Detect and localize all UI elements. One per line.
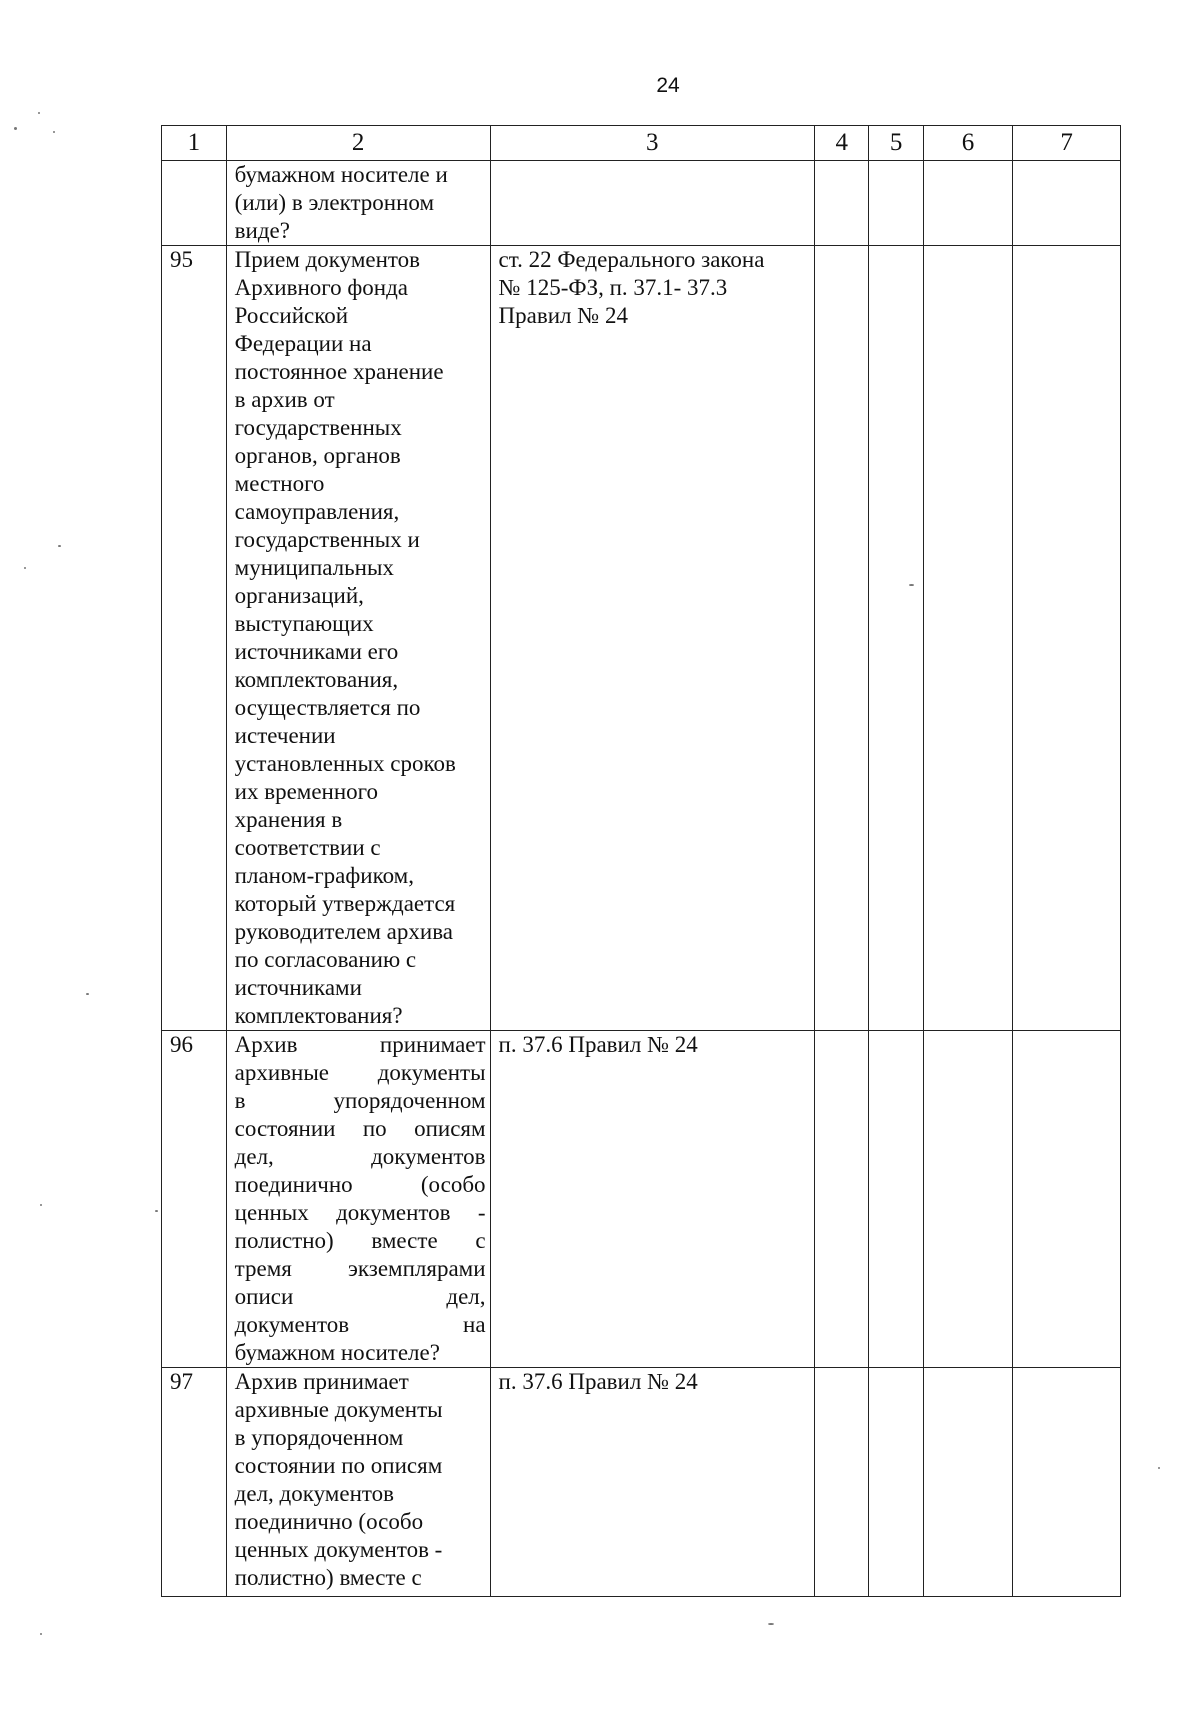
table-row xyxy=(162,1368,1121,1597)
row-legal-basis: п. 37.6 Правил № 24 xyxy=(490,1031,814,1368)
scan-speck xyxy=(40,1633,42,1635)
scan-speck xyxy=(40,1204,42,1206)
answer-cell-yes xyxy=(815,161,869,246)
answer-cell-na xyxy=(923,246,1012,1031)
answer-cell-no xyxy=(869,1368,923,1597)
question-line: бумажном носителе? xyxy=(234,1340,440,1365)
scan-speck xyxy=(155,1210,158,1212)
table-row xyxy=(162,246,1121,1031)
column-header-5: 5 xyxy=(869,126,923,161)
question-line: дел, документов xyxy=(234,1144,486,1169)
question-line: поединично (особо xyxy=(234,1172,486,1197)
column-header-6: 6 xyxy=(923,126,1012,161)
row-legal-basis: п. 37.6 Правил № 24 xyxy=(490,1368,814,1597)
scan-speck xyxy=(38,112,40,114)
question-line: документов на xyxy=(234,1312,486,1337)
question-line: полистно) вместе с xyxy=(234,1228,486,1253)
scan-speck xyxy=(58,545,61,547)
row-number: 95 xyxy=(162,246,227,1031)
question-line: архивные документы xyxy=(234,1060,486,1085)
notes-cell xyxy=(1013,161,1121,246)
notes-cell xyxy=(1013,1031,1121,1368)
scan-speck xyxy=(1158,1467,1160,1469)
row-number: 96 xyxy=(162,1031,227,1368)
answer-cell-no xyxy=(869,161,923,246)
row-question: бумажном носителе и (или) в электронном виде? xyxy=(226,161,490,246)
row-number: 97 xyxy=(162,1368,227,1597)
row-legal-basis: ст. 22 Федерального закона № 125-ФЗ, п. 37.1- 37.3 Правил № 24 xyxy=(490,246,814,1031)
answer-cell-yes xyxy=(815,246,869,1031)
column-header-3: 3 xyxy=(490,126,814,161)
table-header-row xyxy=(162,126,1121,161)
question-line: состоянии по описям xyxy=(234,1116,486,1141)
answer-cell-na xyxy=(923,1368,1012,1597)
column-header-4: 4 xyxy=(815,126,869,161)
answer-cell-no xyxy=(869,1031,923,1368)
answer-cell-no xyxy=(869,246,923,1031)
scan-speck xyxy=(24,567,26,569)
notes-cell xyxy=(1013,246,1121,1031)
scan-speck xyxy=(909,584,914,586)
scan-speck xyxy=(53,131,55,133)
notes-cell xyxy=(1013,1368,1121,1597)
row-question xyxy=(226,1031,490,1368)
answer-cell-na xyxy=(923,1031,1012,1368)
answer-cell-na xyxy=(923,161,1012,246)
table-row xyxy=(162,1031,1121,1368)
question-line: тремя экземплярами xyxy=(234,1256,486,1281)
page-number: 24 xyxy=(656,74,680,97)
question-line: в упорядоченном xyxy=(234,1088,486,1113)
question-line: Архив принимает xyxy=(234,1032,486,1057)
row-legal-basis xyxy=(490,161,814,246)
column-header-7: 7 xyxy=(1013,126,1121,161)
column-header-2: 2 xyxy=(226,126,490,161)
scan-speck xyxy=(768,1623,774,1625)
answer-cell-yes xyxy=(815,1031,869,1368)
row-question: Архив принимает архивные документы в упорядоченном состоянии по описям дел, документов поединично (особо ценных документов - полистно) вместе с xyxy=(226,1368,490,1597)
row-number xyxy=(162,161,227,246)
scan-speck xyxy=(86,993,89,995)
scan-speck xyxy=(14,127,17,130)
answer-cell-yes xyxy=(815,1368,869,1597)
question-line: описи дел, xyxy=(234,1284,486,1309)
inspection-table xyxy=(161,125,1121,1597)
table-row xyxy=(162,161,1121,246)
column-header-1: 1 xyxy=(162,126,227,161)
question-line: ценных документов - xyxy=(234,1200,486,1225)
row-question: Прием документов Архивного фонда Российской Федерации на постоянное хранение в архив от государственных органов, органов местного самоуправления, государственных и муниципальных организаций, выступающих источниками его комплектования, осуществляется по истечении установленных сроков их временного хранения в соответствии с планом-графиком, который утверждается руководителем архива по согласованию с источниками комплектования? xyxy=(226,246,490,1031)
